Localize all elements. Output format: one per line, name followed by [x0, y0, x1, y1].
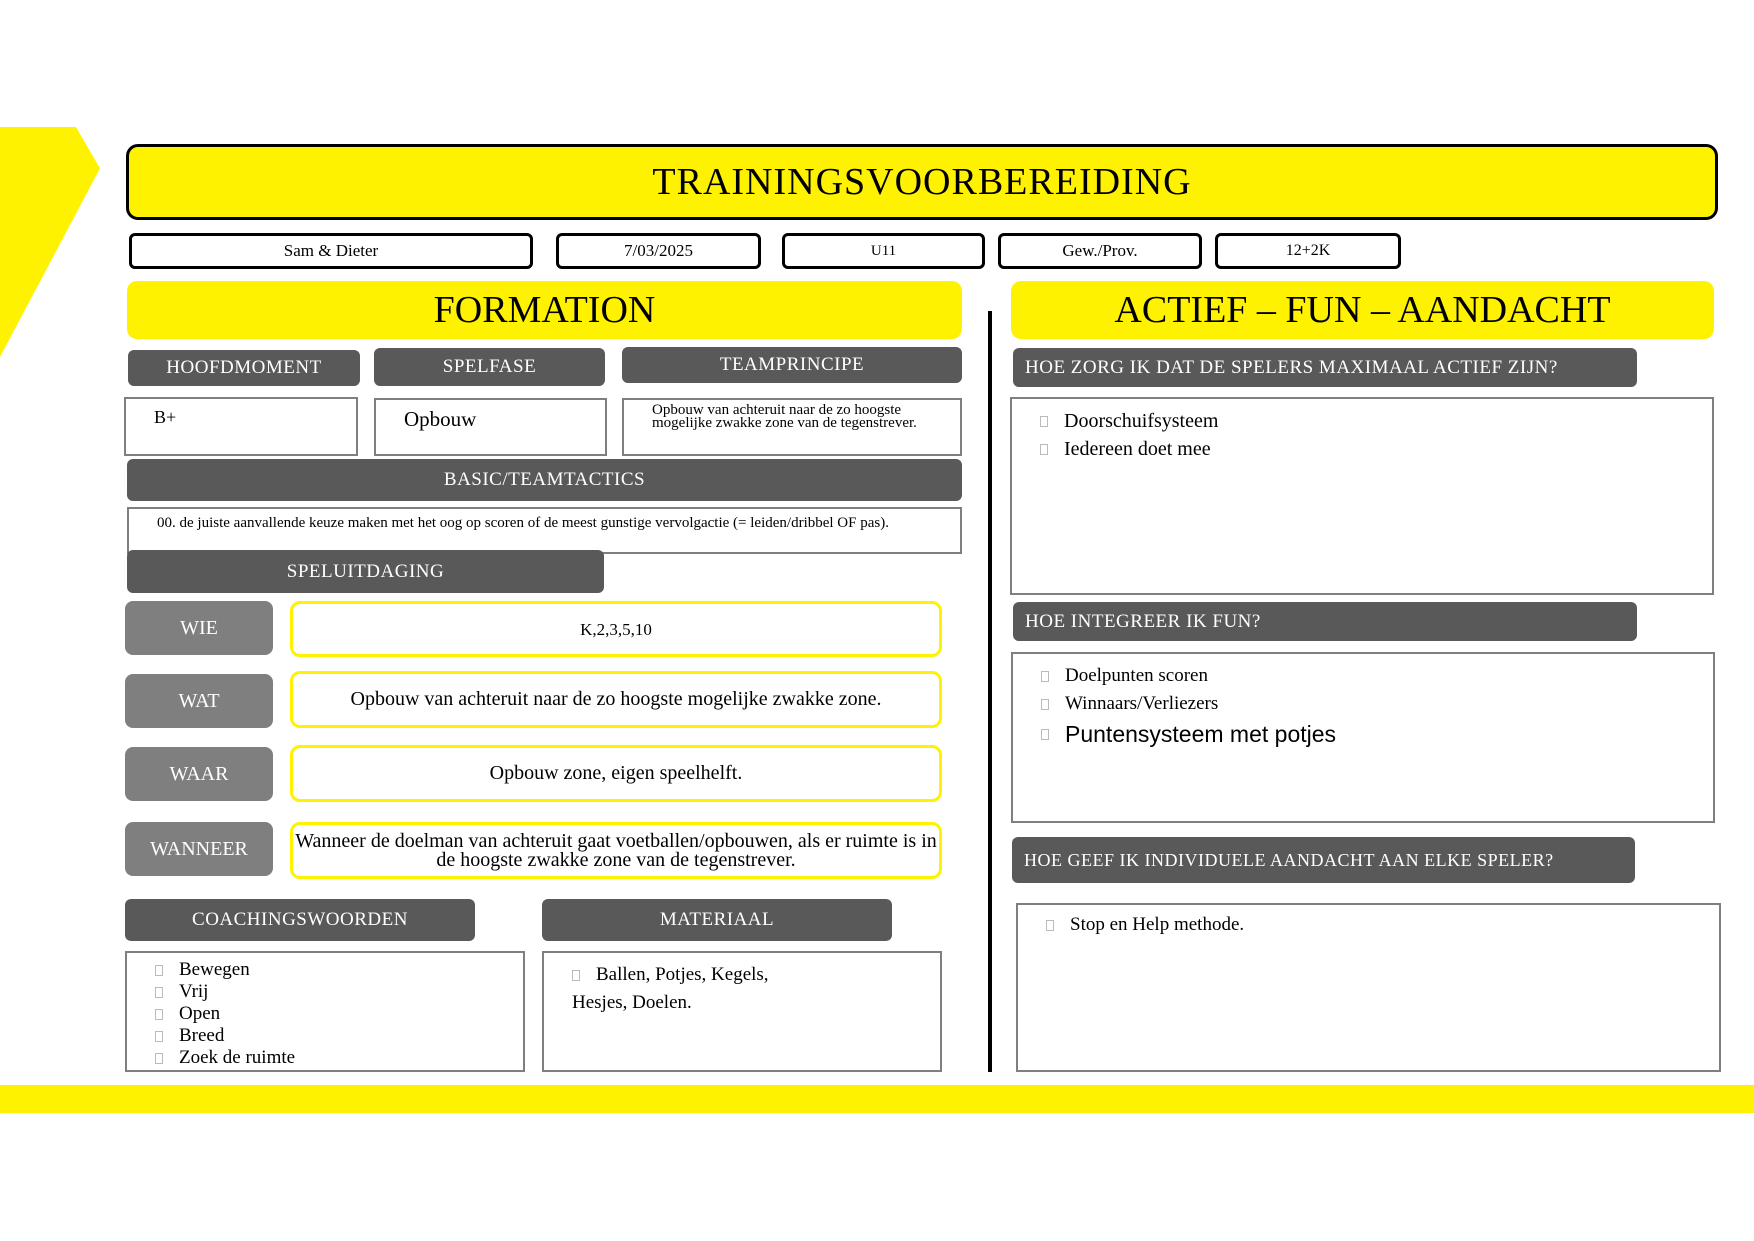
formation-banner: FORMATION [127, 281, 962, 339]
players-field: 12+2K [1215, 233, 1401, 269]
actief-box [1010, 397, 1714, 595]
basic-teamtactics-label: BASIC/TEAMTACTICS [127, 459, 962, 501]
list-item: Vrij [155, 981, 523, 1003]
speluitdaging-label: SPELUITDAGING [127, 550, 604, 593]
fun-list [1041, 662, 1713, 750]
yellow-chevron-decoration [0, 127, 100, 357]
materiaal-box [542, 951, 942, 1072]
bullet-icon [572, 970, 580, 981]
bullet-icon [155, 1009, 163, 1020]
bullet-icon [1046, 920, 1054, 931]
fun-label: HOE INTEGREER IK FUN? [1013, 602, 1637, 641]
coachingswoorden-label: COACHINGSWOORDEN [125, 899, 475, 941]
materiaal-line-1: Ballen, Potjes, Kegels, [572, 961, 940, 989]
list-item: Stop en Help methode. [1046, 911, 1719, 939]
fun-box [1011, 652, 1715, 823]
list-item: Doorschuifsysteem [1040, 407, 1712, 435]
individueel-list [1046, 911, 1719, 939]
wat-value: Opbouw van achteruit naar de zo hoogste mogelijke zwakke zone. [290, 671, 942, 728]
wat-label: WAT [125, 674, 273, 728]
list-item: Bewegen [155, 959, 523, 981]
trainer-field: Sam & Dieter [129, 233, 533, 269]
actief-label: HOE ZORG IK DAT DE SPELERS MAXIMAAL ACTIEF ZIJN? [1013, 348, 1637, 387]
yellow-bottom-band [0, 1085, 1754, 1113]
hoofdmoment-value: B+ [124, 397, 358, 456]
wanneer-label: WANNEER [125, 822, 273, 876]
bullet-icon [155, 965, 163, 976]
individueel-label: HOE GEEF IK INDIVIDUELE AANDACHT AAN ELKE SPELER? [1012, 837, 1635, 883]
bullet-icon [155, 1031, 163, 1042]
hoofdmoment-label: HOOFDMOMENT [128, 350, 360, 386]
bullet-icon [1041, 699, 1049, 710]
wie-value: K,2,3,5,10 [290, 601, 942, 657]
bullet-icon [1041, 729, 1049, 740]
list-item: Iedereen doet mee [1040, 435, 1712, 463]
actief-list [1040, 407, 1712, 463]
teamprincipe-label: TEAMPRINCIPE [622, 347, 962, 383]
level-field: Gew./Prov. [998, 233, 1202, 269]
list-item: Breed [155, 1025, 523, 1047]
list-item: Winnaars/Verliezers [1041, 690, 1713, 718]
spelfase-value: Opbouw [374, 398, 607, 456]
basic-teamtactics-value: 00. de juiste aanvallende keuze maken met het oog op scoren of de meest gunstige vervolgactie (= leiden/dribbel OF pas). [127, 507, 962, 554]
wanneer-value: Wanneer de doelman van achteruit gaat voetballen/opbouwen, als er ruimte is in de hoogste zwakke zone van de tegenstrever. [290, 822, 942, 879]
waar-label: WAAR [125, 747, 273, 801]
coachingswoorden-list [155, 959, 523, 1069]
bullet-icon [1040, 416, 1048, 427]
spelfase-label: SPELFASE [374, 348, 605, 386]
bullet-icon [1041, 671, 1049, 682]
page-title: TRAININGSVOORBEREIDING [126, 144, 1718, 220]
list-item: Puntensysteem met potjes [1041, 718, 1713, 750]
materiaal-line-2: Hesjes, Doelen. [572, 992, 692, 1013]
date-field: 7/03/2025 [556, 233, 761, 269]
coachingswoorden-box [125, 951, 525, 1072]
waar-value: Opbouw zone, eigen speelhelft. [290, 745, 942, 802]
column-divider [988, 311, 992, 1072]
bullet-icon [155, 1053, 163, 1064]
bullet-icon [155, 987, 163, 998]
wie-label: WIE [125, 601, 273, 655]
list-item: Open [155, 1003, 523, 1025]
list-item: Doelpunten scoren [1041, 662, 1713, 690]
list-item: Zoek de ruimte [155, 1047, 523, 1069]
aandacht-banner: ACTIEF – FUN – AANDACHT [1011, 281, 1714, 339]
materiaal-label: MATERIAAL [542, 899, 892, 941]
bullet-icon [1040, 444, 1048, 455]
teamprincipe-value: Opbouw van achteruit naar de zo hoogste mogelijke zwakke zone van de tegenstrever. [622, 398, 962, 456]
individueel-box [1016, 903, 1721, 1072]
team-field: U11 [782, 233, 985, 269]
